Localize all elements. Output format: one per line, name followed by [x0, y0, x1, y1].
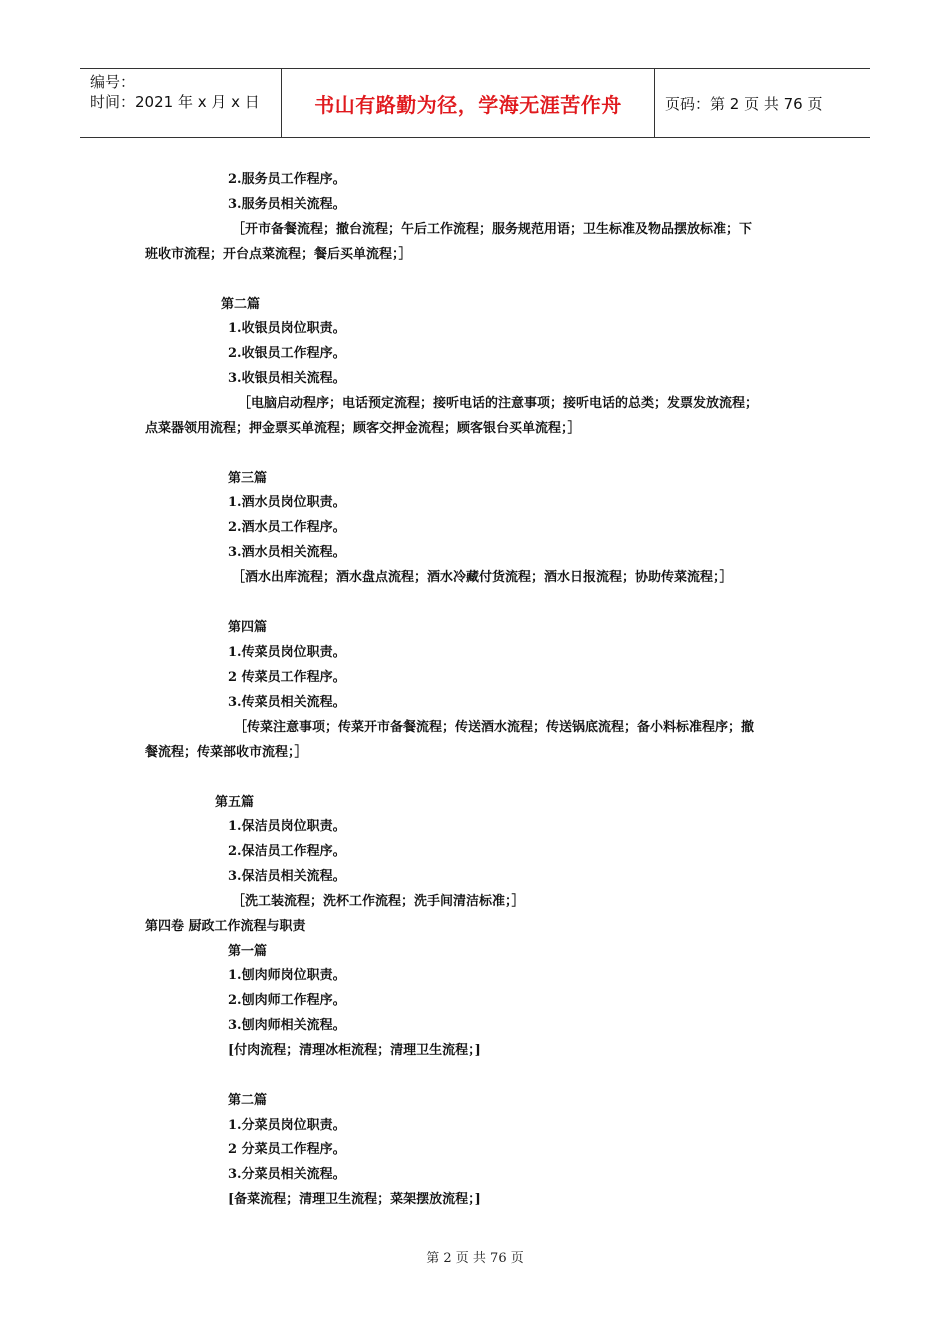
section-heading: 第四篇 — [228, 620, 268, 635]
text-line: 2.收银员工作程序。 — [228, 346, 346, 361]
text-line: 2 传菜员工作程序。 — [228, 670, 346, 685]
text-line: 3.传菜员相关流程。 — [228, 695, 346, 710]
text-line: 2.酒水员工作程序。 — [228, 520, 346, 535]
text-line: 3.保洁员相关流程。 — [228, 869, 346, 884]
text-line: 3.刨肉师相关流程。 — [228, 1018, 346, 1033]
text-line: 2.服务员工作程序。 — [228, 172, 346, 187]
text-line: ［洗工装流程；洗杯工作流程；洗手间清洁标准；］ — [232, 894, 525, 909]
page-footer: 第 2 页 共 76 页 — [426, 1251, 524, 1266]
text-line: 3.分菜员相关流程。 — [228, 1167, 346, 1182]
text-line: ［传菜注意事项；传菜开市备餐流程；传送酒水流程；传送锅底流程；备小料标准程序；撤 — [234, 720, 755, 735]
text-line: 1.传菜员岗位职责。 — [228, 645, 346, 660]
text-line: [备菜流程；清理卫生流程；菜架摆放流程；] — [228, 1192, 481, 1207]
section-heading: 第三篇 — [228, 471, 268, 486]
header-motto: 书山有路勤为径，学海无涯苦作舟 — [281, 69, 655, 137]
text-line: 3.收银员相关流程。 — [228, 371, 346, 386]
section-heading: 第二篇 — [221, 297, 261, 312]
text-line: 班收市流程；开台点菜流程；餐后买单流程；］ — [145, 247, 412, 262]
text-line: 点菜器领用流程；押金票买单流程；顾客交押金流程；顾客银台买单流程；］ — [145, 421, 581, 436]
document-time-label: 时间：2021 年 x 月 x 日 — [90, 93, 260, 111]
header-left-cell — [80, 69, 281, 140]
text-line: 1.刨肉师岗位职责。 — [228, 968, 346, 983]
volume-heading: 第四卷 厨政工作流程与职责 — [145, 919, 306, 934]
text-line: ［电脑启动程序；电话预定流程；接听电话的注意事项；接听电话的总类；发票发放流程； — [238, 396, 759, 411]
document-number-label: 编号： — [90, 73, 136, 91]
text-line: 3.服务员相关流程。 — [228, 197, 346, 212]
page-header — [80, 68, 870, 138]
text-line: 1.保洁员岗位职责。 — [228, 819, 346, 834]
text-line: 3.酒水员相关流程。 — [228, 545, 346, 560]
text-line: 餐流程；传菜部收市流程；］ — [145, 745, 308, 760]
text-line: 2.保洁员工作程序。 — [228, 844, 346, 859]
section-heading: 第五篇 — [215, 795, 255, 810]
text-line: 1.酒水员岗位职责。 — [228, 495, 346, 510]
text-line: ［酒水出库流程；酒水盘点流程；酒水冷藏付货流程；酒水日报流程；协助传菜流程；］ — [232, 570, 733, 585]
section-heading: 第一篇 — [228, 944, 268, 959]
text-line: ［开市备餐流程；撤台流程；午后工作流程；服务规范用语；卫生标准及物品摆放标准；下 — [232, 222, 753, 237]
text-line: 2 分菜员工作程序。 — [228, 1142, 346, 1157]
text-line: 1.分菜员岗位职责。 — [228, 1118, 346, 1133]
text-line: 1.收银员岗位职责。 — [228, 321, 346, 336]
section-heading: 第二篇 — [228, 1093, 268, 1108]
header-page-label: 页码：第 2 页 共 76 页 — [665, 94, 823, 113]
text-line: 2.刨肉师工作程序。 — [228, 993, 346, 1008]
text-line: [付肉流程；清理冰柜流程；清理卫生流程；] — [228, 1043, 481, 1058]
